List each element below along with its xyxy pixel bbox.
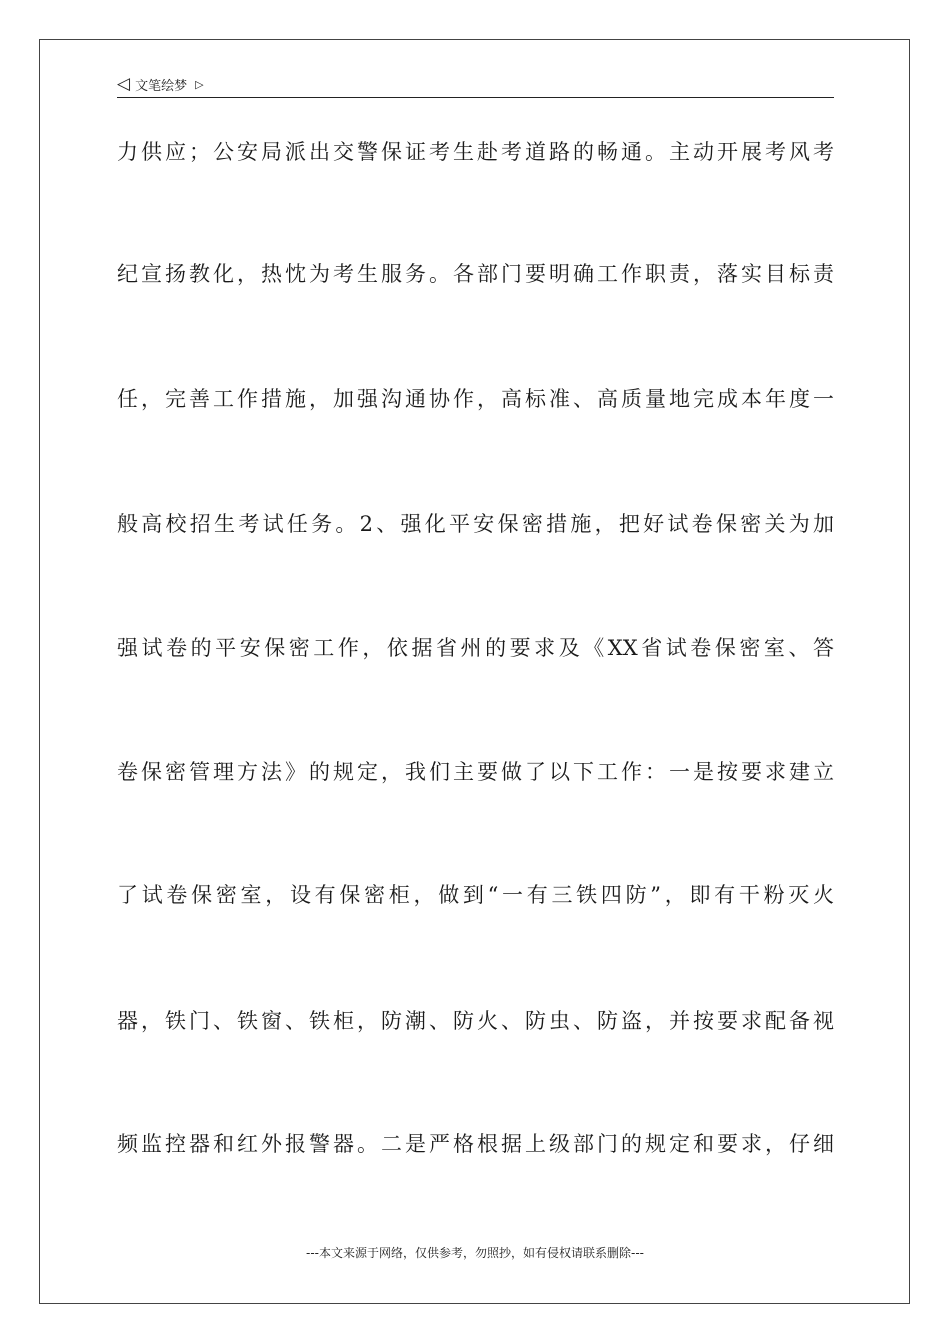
triangle-right-icon: ▷ — [195, 77, 204, 91]
header-divider — [117, 97, 834, 98]
body-line: 卷保密管理方法》的规定，我们主要做了以下工作：一是按要求建立 — [117, 760, 834, 784]
body-line: 频监控器和红外报警器。二是严格根据上级部门的规定和要求，仔细 — [117, 1132, 834, 1156]
body-line: 任，完善工作措施，加强沟通协作，高标准、高质量地完成本年度一 — [117, 387, 834, 411]
triangle-left-icon: ◁ — [117, 73, 131, 94]
body-line: 强试卷的平安保密工作，依据省州的要求及《XX省试卷保密室、答 — [117, 636, 834, 660]
page-frame — [39, 39, 910, 1304]
body-line: 般高校招生考试任务。2、强化平安保密措施，把好试卷保密关为加 — [117, 512, 834, 536]
body-line: 器，铁门、铁窗、铁柜，防潮、防火、防虫、防盗，并按要求配备视 — [117, 1009, 834, 1033]
header-title: 文笔绘梦 — [135, 78, 188, 94]
footer-notice: ---本文来源于网络，仅供参考，勿照抄，如有侵权请联系删除--- — [306, 1246, 644, 1260]
page-header — [117, 74, 204, 94]
body-line: 纪宣扬教化，热忱为考生服务。各部门要明确工作职责，落实目标责 — [117, 262, 834, 286]
body-line: 了试卷保密室，设有保密柜，做到“一有三铁四防”，即有干粉灭火 — [117, 883, 834, 907]
body-line: 力供应；公安局派出交警保证考生赴考道路的畅通。主动开展考风考 — [117, 140, 834, 164]
